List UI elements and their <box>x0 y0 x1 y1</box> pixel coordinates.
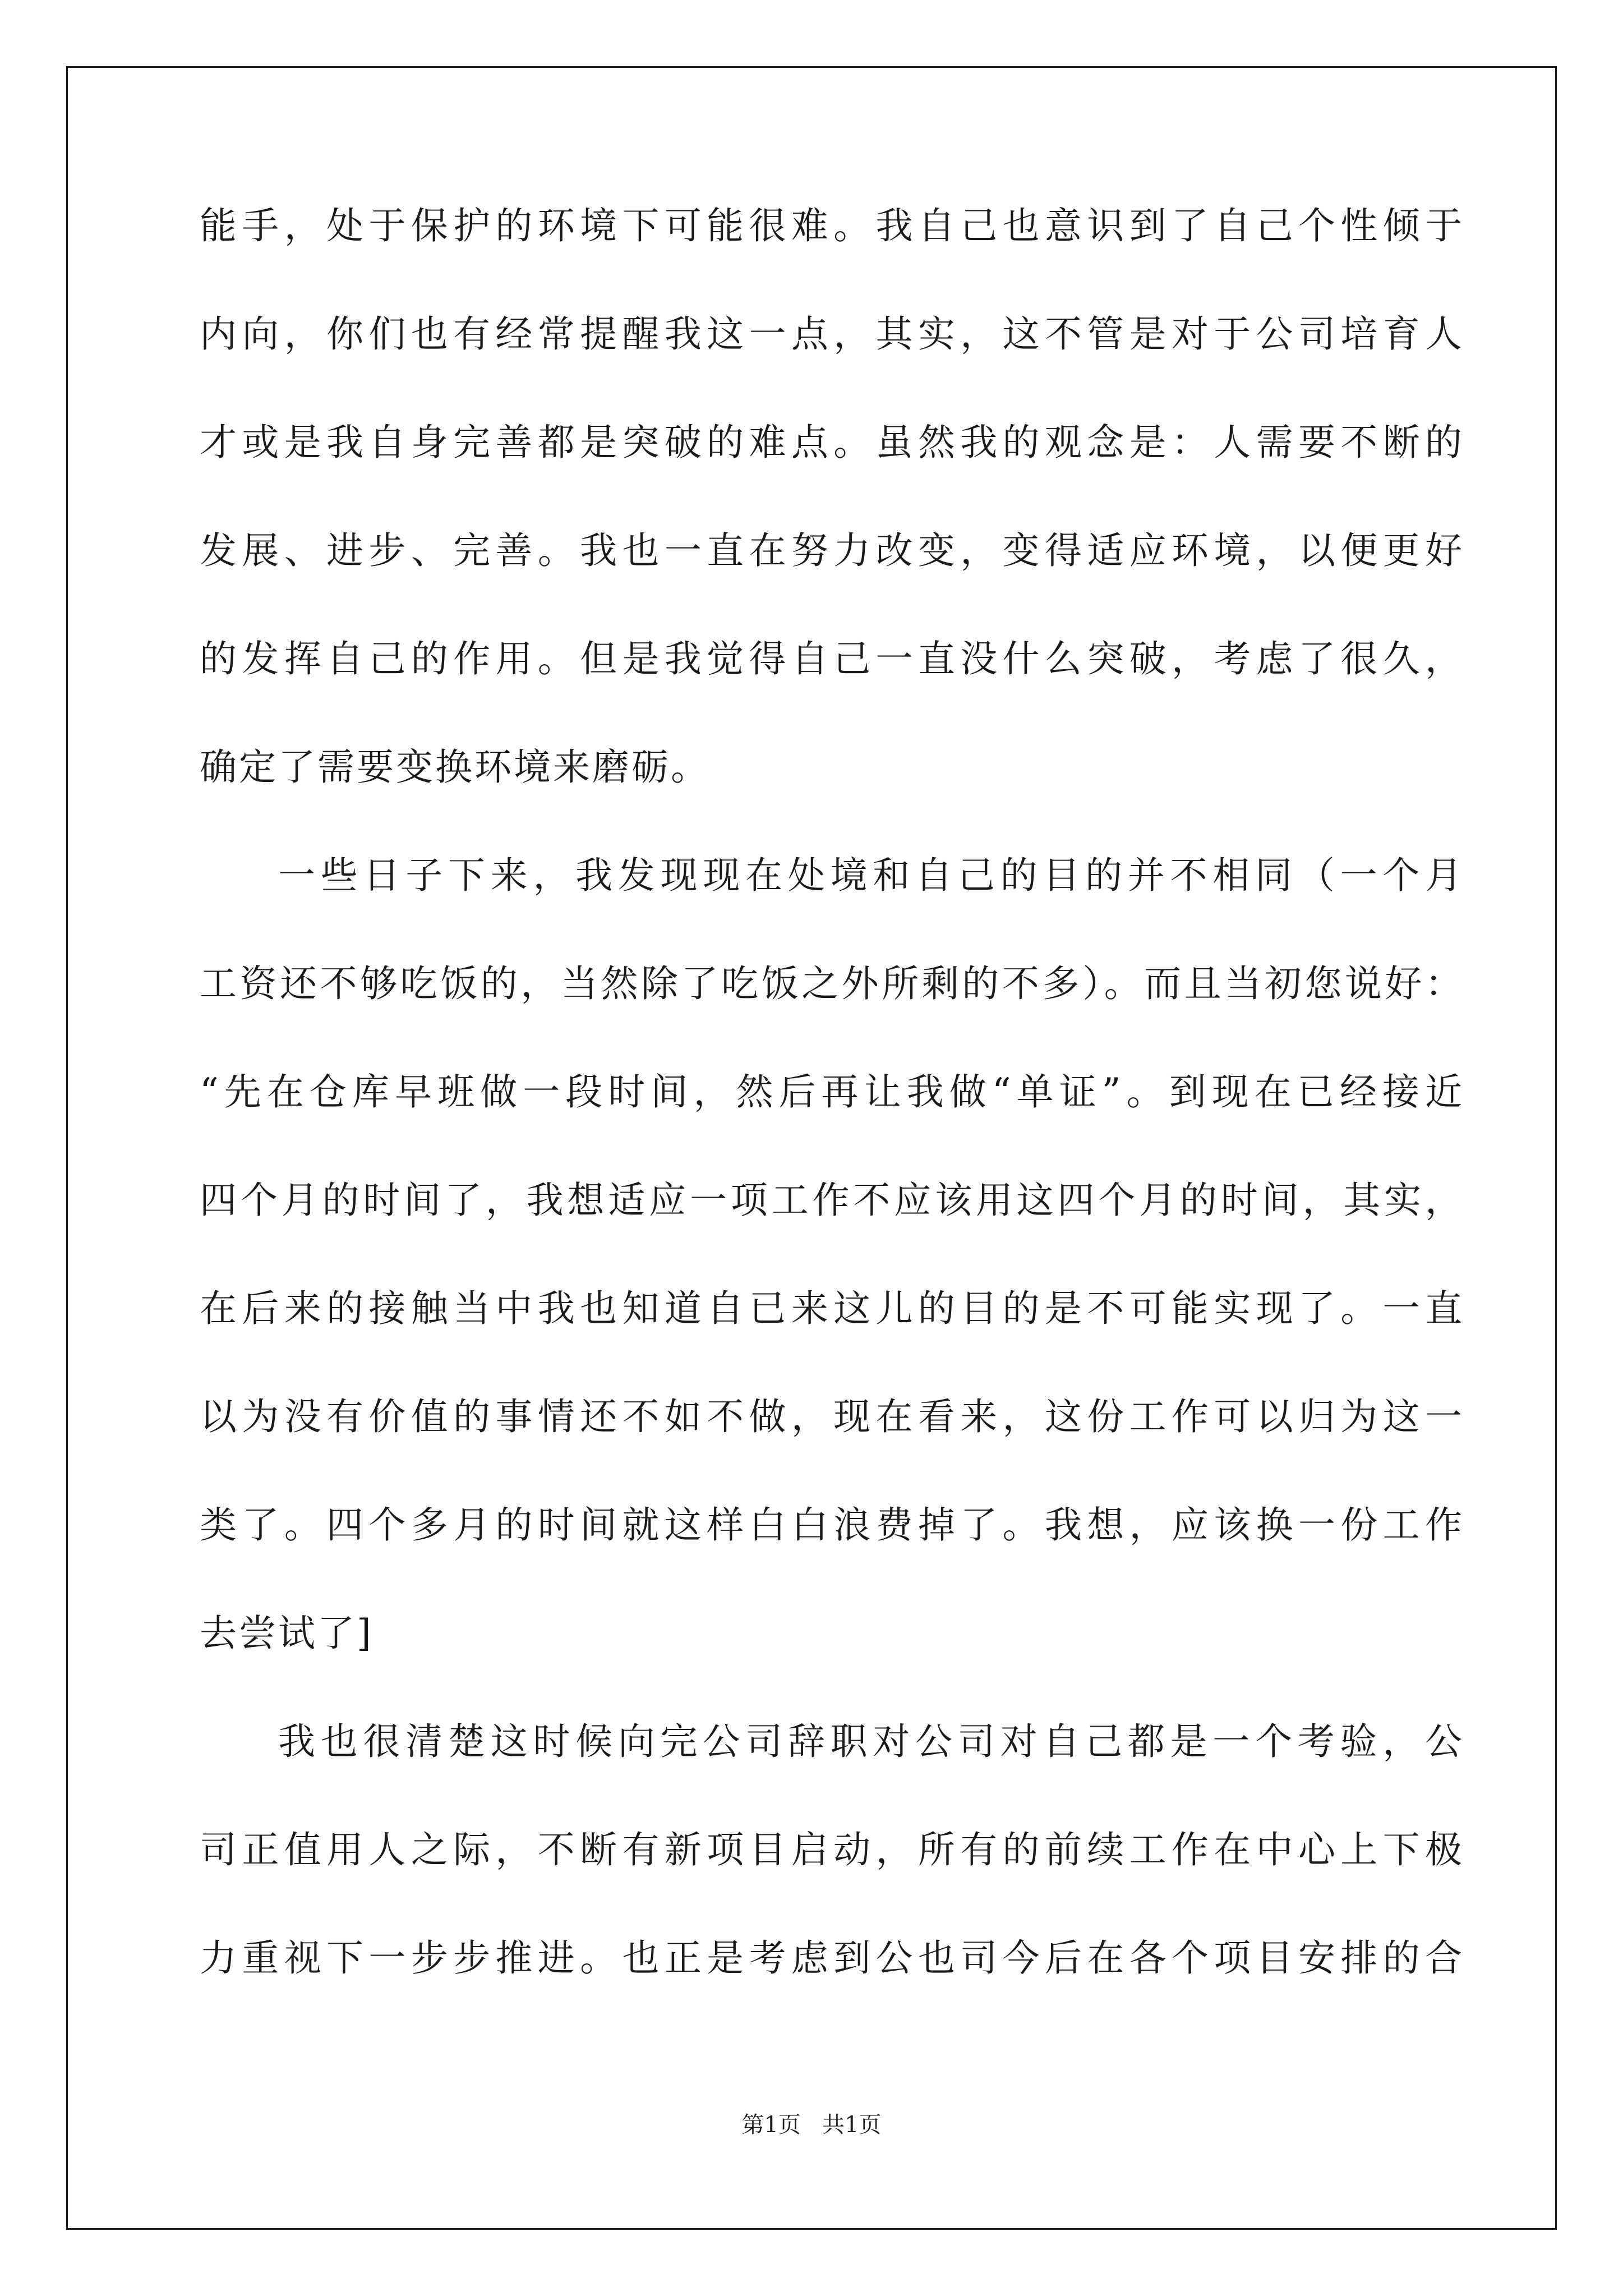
text-line: 一些日子下来，我发现现在处境和自己的目的并不相同（一个月 <box>278 854 1464 897</box>
text-line: 内向，你们也有经常提醒我这一点，其实，这不管是对于公司培育人 <box>200 312 1464 356</box>
text-line: 工资还不够吃饭的，当然除了吃饭之外所剩的不多）。而且当初您说好： <box>200 962 1464 1005</box>
text-line: 四个月的时间了，我想适应一项工作不应该用这四个月的时间，其实， <box>200 1179 1464 1222</box>
text-line: 的发挥自己的作用。但是我觉得自己一直没什么突破，考虑了很久， <box>200 637 1464 680</box>
text-line: 以为没有价值的事情还不如不做，现在看来，这份工作可以归为这一 <box>200 1395 1464 1438</box>
text-line: 司正值用人之际，不断有新项目启动，所有的前续工作在中心上下极 <box>200 1828 1464 1871</box>
text-line: 类了。四个多月的时间就这样白白浪费掉了。我想，应该换一份工作 <box>200 1503 1464 1547</box>
text-line: 力重视下一步步推进。也正是考虑到公也司今后在各个项目安排的合 <box>200 1936 1464 1980</box>
document-body <box>200 204 1464 2048</box>
text-line: 才或是我自身完善都是突破的难点。虽然我的观念是：人需要不断的 <box>200 421 1464 464</box>
text-line: 发展、进步、完善。我也一直在努力改变，变得适应环境，以便更好 <box>200 529 1464 572</box>
text-line: 在后来的接触当中我也知道自已来这儿的目的是不可能实现了。一直 <box>200 1287 1464 1330</box>
text-line: 去尝试了] <box>200 1612 374 1655</box>
page-footer: 第1页 共1页 <box>741 2112 882 2138</box>
text-line: 我也很清楚这时候向完公司辞职对公司对自己都是一个考验，公 <box>278 1720 1464 1763</box>
text-line: 能手，处于保护的环境下可能很难。我自己也意识到了自己个性倾于 <box>200 204 1464 247</box>
text-line: “先在仓库早班做一段时间，然后再让我做“单证”。到现在已经接近 <box>200 1070 1464 1114</box>
text-line: 确定了需要变换环境来磨砺。 <box>200 746 710 789</box>
